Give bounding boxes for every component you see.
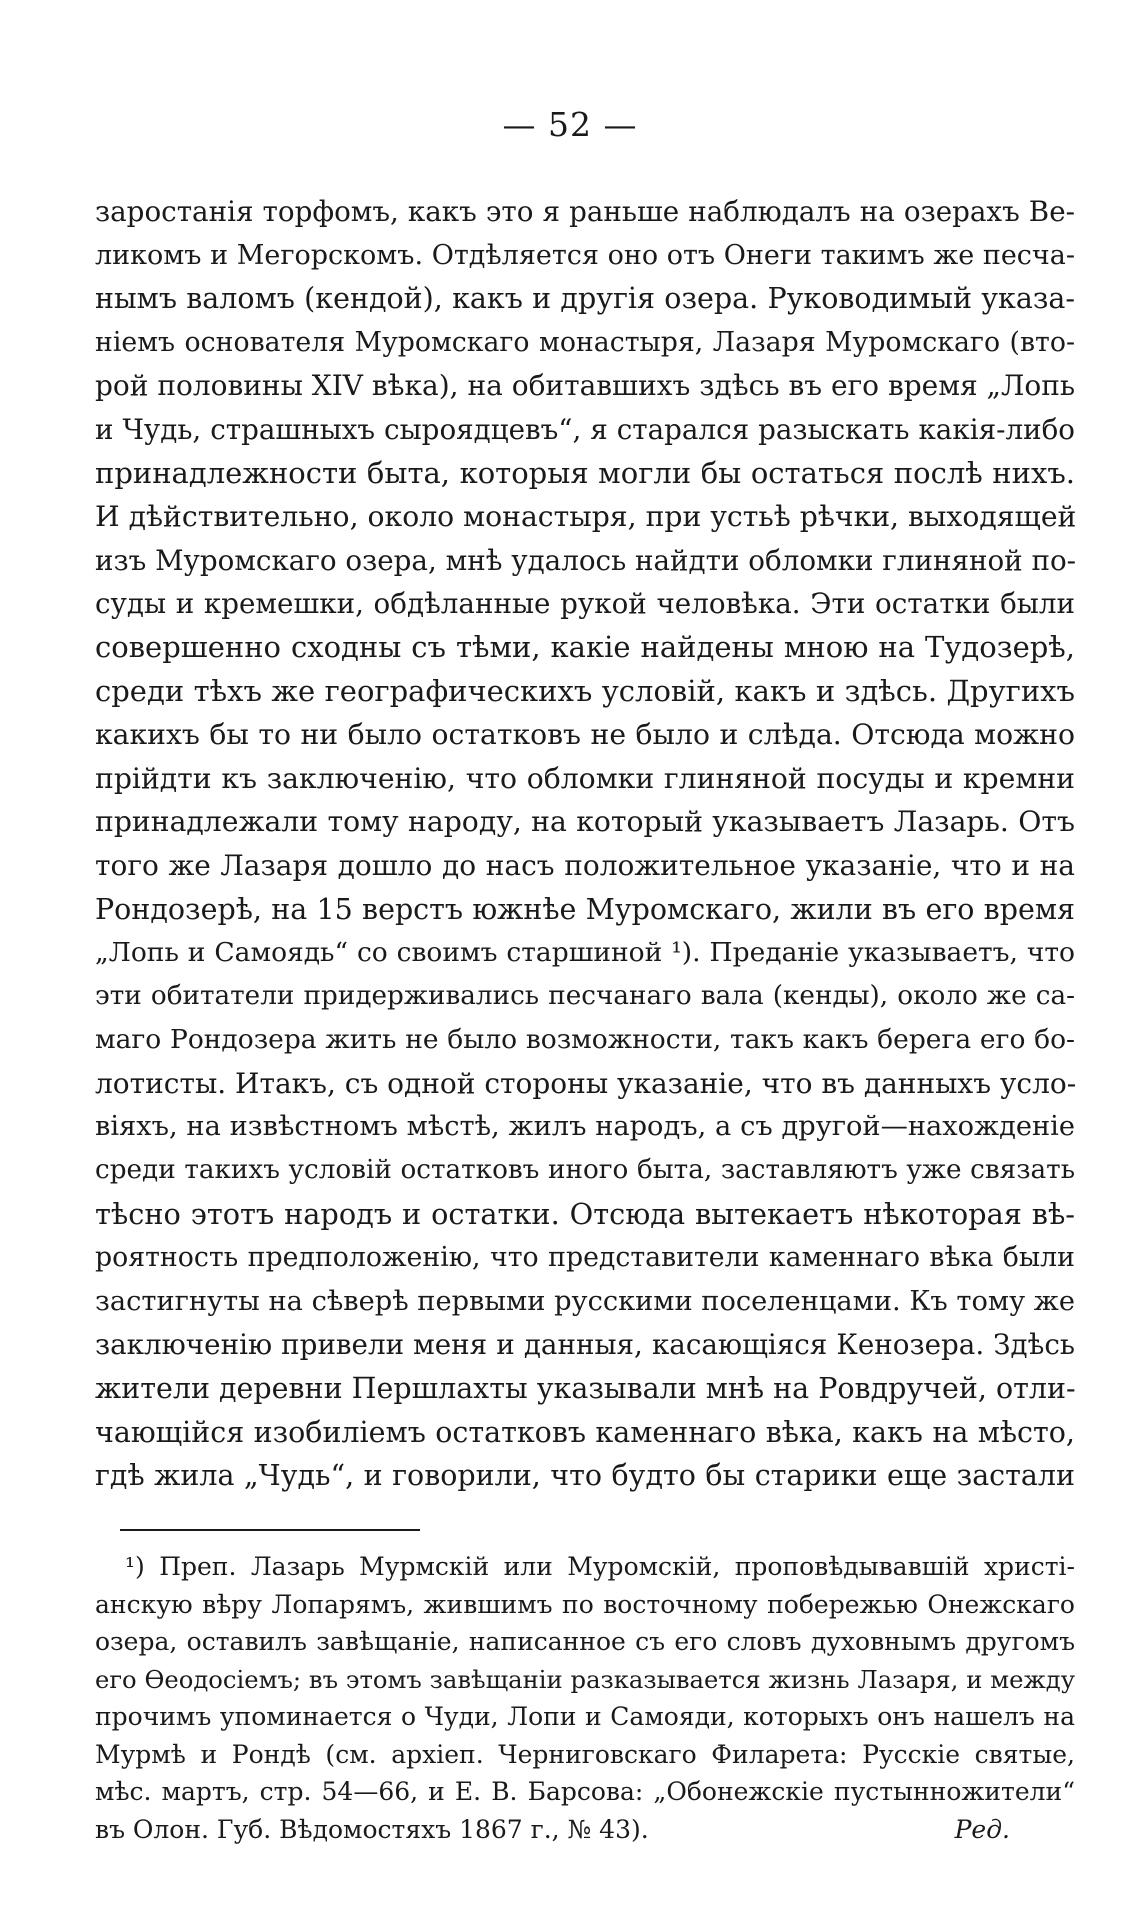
body-line: рой половины XIV вѣка), на обитавшихъ здѣсь въ его время „Лопь [95, 369, 1076, 403]
body-line: среди такихъ условій остатковъ иного быта, заставляютъ уже связать [95, 1155, 1075, 1186]
body-line: заростанія торфомъ, какъ это я раньше наблюдалъ на озерахъ Ве- [95, 195, 1075, 228]
editor-mark: Ред. [954, 1814, 1010, 1844]
footnote-line: его Ѳеодосіемъ; въ этомъ завѣщаніи разказывается жизнь Лазаря, и между [95, 1664, 1075, 1694]
body-line: застигнуты на сѣверѣ первыми русскими поселенцами. Къ тому же [95, 1285, 1075, 1317]
body-line: чающійся изобиліемъ остатковъ каменнаго вѣка, какъ на мѣсто, [95, 1415, 1075, 1449]
footnote-line: мѣс. мартъ, стр. 54—66, и Е. В. Барсова: „Обонежскіе пустынножители“ [95, 1777, 1075, 1806]
body-line: суды и кремешки, обдѣланные рукой человѣка. Эти остатки были [95, 587, 1075, 621]
body-line: принадлежности быта, которыя могли бы остаться послѣ нихъ. [95, 455, 1075, 490]
body-line: И дѣйствительно, около монастыря, при устьѣ рѣчки, выходящей [95, 500, 1077, 534]
body-line: лотисты. Итакъ, съ одной стороны указаніе, что въ данныхъ усло- [95, 1066, 1077, 1100]
footnote-line: анскую вѣру Лопарямъ, жившимъ по восточному побережью Онежскаго [95, 1589, 1075, 1619]
body-line: ніемъ основателя Муромскаго монастыря, Лазаря Муромскаго (вто- [95, 326, 1075, 358]
footnote-line: Мурмѣ и Рондѣ (см. архіеп. Черниговскаго Филарета: Русскіе святые, [95, 1739, 1075, 1769]
body-text [95, 190, 1075, 1498]
body-line: и Чудь, страшныхъ сыроядцевъ“, я старался разыскать какія-либо [95, 412, 1075, 446]
page-number: — 52 — [502, 105, 638, 144]
footnote-last-line [95, 1811, 1075, 1849]
body-line: „Лопь и Самоядь“ со своимъ старшиной ¹). Преданіе указываетъ, что [95, 937, 1075, 969]
footnote-line: озера, оставилъ завѣщаніе, написанное съ его словъ духовнымъ другомъ [95, 1627, 1075, 1656]
footnote-line: прочимъ упоминается о Чуди, Лопи и Самояди, которыхъ онъ нашелъ на [95, 1702, 1075, 1731]
body-line: того же Лазаря дошло до насъ положительное указаніе, что и на [95, 848, 1075, 882]
body-line: нымъ валомъ (кендой), какъ и другія озера. Руководимый указа- [95, 282, 1075, 316]
body-line: маго Рондозера жить не было возможности, такъ какъ берега его бо- [95, 1024, 1075, 1056]
body-line: віяхъ, на извѣстномъ мѣстѣ, жилъ народъ, а съ другой—нахожденіе [95, 1111, 1075, 1143]
body-line: прійдти къ заключенію, что обломки глиняной посуды и кремни [95, 761, 1075, 795]
body-line: принадлежали тому народу, на который указываетъ Лазарь. Отъ [95, 805, 1075, 839]
body-line: совершенно сходны съ тѣми, какіе найдены мною на Тудозерѣ, [95, 629, 1075, 664]
body-line: жители деревни Першлахты указывали мнѣ на Ровдручей, отли- [95, 1372, 1076, 1406]
body-line: какихъ бы то ни было остатковъ не было и слѣда. Отсюда можно [95, 718, 1075, 752]
footnote [95, 1548, 1075, 1848]
footnote-line: ¹) Преп. Лазарь Мурмскій или Муромскій, проповѣдывавшій христі- [125, 1552, 1075, 1581]
footnote-line: въ Олон. Губ. Вѣдомостяхъ 1867 г., № 43). [95, 1814, 649, 1844]
footnote-divider [120, 1529, 420, 1531]
body-line: эти обитатели придерживались песчанаго вала (кенды), около же са- [95, 980, 1075, 1011]
body-line: тѣсно этотъ народъ и остатки. Отсюда вытекаетъ нѣкоторая вѣ- [95, 1196, 1075, 1231]
body-line: заключенію привели меня и данныя, касающіяся Кенозера. Здѣсь [95, 1328, 1075, 1362]
body-line: среди тѣхъ же географическихъ условій, какъ и здѣсь. Другихъ [95, 673, 1075, 708]
body-line: Рондозерѣ, на 15 верстъ южнѣе Муромскаго, жили въ его время [95, 892, 1075, 926]
body-line: гдѣ жила „Чудь“, и говорили, что будто бы старики еще застали [95, 1459, 1075, 1493]
body-line: роятность предположенію, что представители каменнаго вѣка были [95, 1242, 1075, 1274]
body-line: изъ Муромскаго озера, мнѣ удалось найдти обломки глиняной по- [95, 543, 1077, 577]
body-line: ликомъ и Мегорскомъ. Отдѣляется оно отъ Онеги такимъ же песча- [95, 239, 1075, 271]
